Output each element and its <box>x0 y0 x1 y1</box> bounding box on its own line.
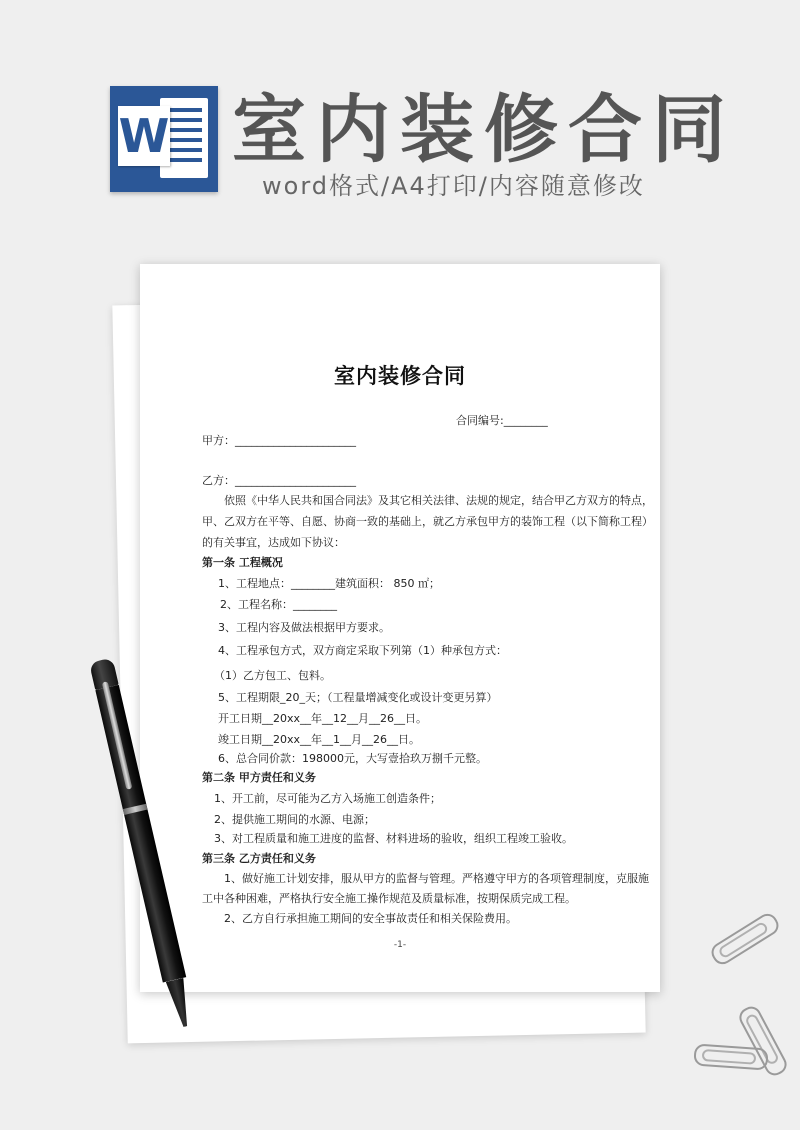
article2-line-3: 3、对工程质量和施工进度的监督、材料进场的验收，组织工程竣工验收。 <box>214 832 573 845</box>
banner <box>0 0 800 230</box>
article1-line-8: 竣工日期__20xx__年__1__月__26__日。 <box>218 733 421 746</box>
article3-line-3: 2、乙方自行承担施工期间的安全事故责任和相关保险费用。 <box>224 912 517 925</box>
paper-clip-icon <box>708 910 782 968</box>
banner-title: 室内装修合同 <box>232 87 736 173</box>
article2-line-1: 1、开工前，尽可能为乙方入场施工创造条件； <box>214 792 441 805</box>
article1-line-2: 2、工程名称：________ <box>220 598 337 611</box>
word-letter: W <box>118 106 170 166</box>
article1-heading: 第一条 工程概况 <box>202 556 283 569</box>
article1-line-3: 3、工程内容及做法根据甲方要求。 <box>218 621 390 634</box>
article1-line-6: 5、工程期限_20_天；（工程量增减变化或设计变更另算） <box>218 691 498 704</box>
article2-line-2: 2、提供施工期间的水源、电源； <box>214 813 375 826</box>
document-page <box>140 264 660 992</box>
article1-line-9: 6、总合同价款：198000元，大写壹拾玖万捌千元整。 <box>218 752 487 765</box>
paper-clip-icon <box>693 1043 768 1070</box>
article1-line-4: 4、工程承包方式，双方商定采取下列第（1）种承包方式： <box>218 644 507 657</box>
intro-line-1: 依照《中华人民共和国合同法》及其它相关法律、法规的规定，结合甲乙方双方的特点， <box>224 494 653 507</box>
intro-line-3: 的有关事宜，达成如下协议： <box>202 536 345 549</box>
article3-heading: 第三条 乙方责任和义务 <box>202 852 316 865</box>
article1-line-1: 1、工程地点：________建筑面积： 850 ㎡； <box>218 577 440 590</box>
article3-line-1: 1、做好施工计划安排，服从甲方的监督与管理。严格遵守甲方的各项管理制度，克服施 <box>224 872 649 885</box>
banner-subtitle: word格式/A4打印/内容随意修改 <box>262 172 645 200</box>
page-number: -1- <box>393 940 407 950</box>
article2-heading: 第二条 甲方责任和义务 <box>202 771 316 784</box>
contract-number: 合同编号:________ <box>456 414 548 427</box>
article3-line-2: 工中各种困难，严格执行安全施工操作规范及质量标准，按期保质完成工程。 <box>202 892 576 905</box>
intro-line-2: 甲、乙双方在平等、自愿、协商一致的基础上，就乙方承包甲方的装饰工程（以下简称工程） <box>202 515 653 528</box>
article1-line-5: （1）乙方包工、包料。 <box>214 669 331 682</box>
party-a-line: 甲方：______________________ <box>202 434 356 447</box>
article1-line-7: 开工日期__20xx__年__12__月__26__日。 <box>218 712 428 725</box>
party-b-line: 乙方：______________________ <box>202 474 356 487</box>
document-title: 室内装修合同 <box>334 364 466 388</box>
word-logo-icon <box>110 86 218 192</box>
